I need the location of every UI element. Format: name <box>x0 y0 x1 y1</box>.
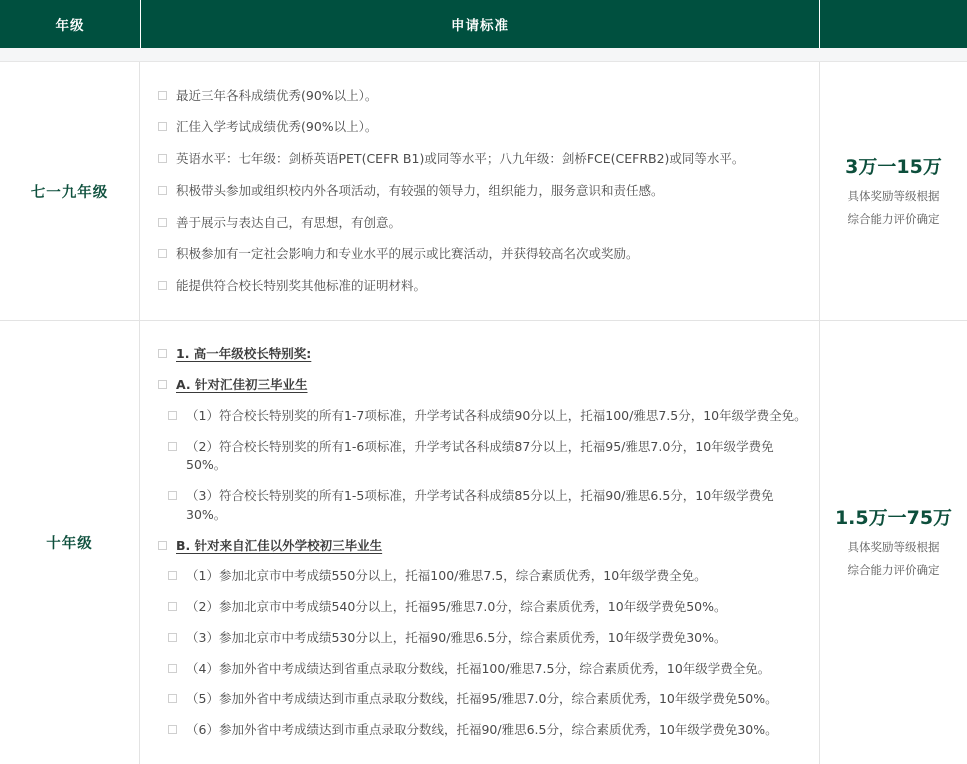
list-item-label: 积极带头参加或组织校内外各项活动，有较强的领导力，组织能力，服务意识和责任感。 <box>176 182 664 198</box>
list-item <box>168 623 807 654</box>
list-item <box>158 80 807 112</box>
column-header-award <box>820 0 967 48</box>
checkbox-icon[interactable] <box>158 154 167 163</box>
list-item-label: （3）参加北京市中考成绩530分以上，托福90/雅思6.5分，综合素质优秀，10年级学费免30%。 <box>186 629 727 645</box>
table-header-row <box>0 0 967 48</box>
list-item-label: 善于展示与表达自己，有思想，有创意。 <box>176 214 402 230</box>
list-item <box>158 271 807 303</box>
column-header-criteria: 申请标准 <box>140 0 820 48</box>
column-header-grade: 年级 <box>55 18 85 34</box>
list-item <box>168 561 807 592</box>
list-item-label: A. 针对汇佳初三毕业生 <box>176 377 308 392</box>
list-item-label: 英语水平：七年级：剑桥英语PET(CEFR B1)或同等水平；八九年级：剑桥FCE(CEFRB2)或同等水平。 <box>176 151 745 166</box>
list-item <box>158 175 807 207</box>
checkbox-icon[interactable] <box>158 218 167 227</box>
checkbox-icon[interactable] <box>158 186 167 195</box>
checkbox-icon[interactable] <box>158 349 167 358</box>
list-item <box>168 684 807 715</box>
criteria-list <box>150 80 807 302</box>
list-item <box>158 239 807 271</box>
table-spacer-band <box>0 48 967 62</box>
award-amount: 3万一15万 <box>845 155 942 178</box>
grade-cell <box>0 321 140 764</box>
checkbox-icon[interactable] <box>158 380 167 389</box>
checkbox-icon[interactable] <box>168 725 177 734</box>
grade-label: 七一九年级 <box>30 184 109 201</box>
checkbox-icon[interactable] <box>168 633 177 642</box>
award-note-line-1: 具体奖励等级根据 <box>847 540 940 554</box>
list-item-label: （4）参加外省中考成绩达到省重点录取分数线，托福100/雅思7.5分，综合素质优秀，10年级学费全免。 <box>186 660 771 676</box>
award-cell <box>820 62 967 320</box>
checkbox-icon[interactable] <box>168 664 177 673</box>
list-item <box>168 654 807 685</box>
award-note <box>848 536 940 582</box>
list-item <box>158 144 807 176</box>
checkbox-icon[interactable] <box>158 541 167 550</box>
list-item <box>168 481 807 531</box>
checkbox-icon[interactable] <box>158 249 167 258</box>
grade-cell <box>0 62 140 320</box>
list-item-label: 1. 高一年级校长特别奖: <box>176 346 312 362</box>
list-item-label: 积极参加有一定社会影响力和专业水平的展示或比赛活动，并获得较高名次或奖励。 <box>176 246 639 262</box>
list-item-label: B. 针对来自汇佳以外学校初三毕业生 <box>176 537 383 553</box>
award-note-line-2: 综合能力评价确定 <box>847 563 940 577</box>
list-item-label: （2）参加北京市中考成绩540分以上，托福95/雅思7.0分，综合素质优秀，10年级学费免50%。 <box>186 599 727 614</box>
list-item <box>168 401 807 432</box>
checkbox-icon[interactable] <box>168 411 177 420</box>
list-item-label: （1）符合校长特别奖的所有1-7项标准，升学考试各科成绩90分以上，托福100/雅思7.5分，10年级学费全免。 <box>186 407 807 423</box>
checkbox-icon[interactable] <box>158 91 167 100</box>
grade-label: 十年级 <box>46 536 93 552</box>
checkbox-icon[interactable] <box>168 491 177 500</box>
list-item-label: （3）符合校长特别奖的所有1-5项标准，升学考试各科成绩85分以上，托福90/雅思6.5分，10年级学费免30%。 <box>186 488 774 522</box>
list-item <box>168 592 807 623</box>
list-item <box>168 432 807 482</box>
checkbox-icon[interactable] <box>168 442 177 451</box>
award-note-line-1: 具体奖励等级根据 <box>847 188 940 203</box>
criteria-list <box>150 339 807 746</box>
list-item-heading <box>158 370 807 401</box>
checkbox-icon[interactable] <box>158 122 167 131</box>
list-item-label: （5）参加外省中考成绩达到市重点录取分数线，托福95/雅思7.0分，综合素质优秀，10年级学费免50%。 <box>186 691 778 707</box>
table-row <box>0 62 967 320</box>
list-item-label: （2）符合校长特别奖的所有1-6项标准，升学考试各科成绩87分以上，托福95/雅思7.0分，10年级学费免50%。 <box>186 438 774 473</box>
award-note-line-2: 综合能力评价确定 <box>847 211 940 226</box>
list-item-label: 最近三年各科成绩优秀(90%以上）。 <box>176 87 378 103</box>
criteria-cell <box>140 62 820 320</box>
list-item-label: （6）参加外省中考成绩达到市重点录取分数线，托福90/雅思6.5分，综合素质优秀，10年级学费免30%。 <box>186 722 778 737</box>
checkbox-icon[interactable] <box>168 571 177 580</box>
table-row <box>0 320 967 764</box>
award-amount: 1.5万一75万 <box>834 507 953 529</box>
award-note <box>848 185 940 231</box>
list-item <box>168 715 807 746</box>
checkbox-icon[interactable] <box>168 602 177 611</box>
criteria-cell <box>140 321 820 764</box>
list-item-heading <box>158 339 807 370</box>
list-item <box>158 207 807 239</box>
list-item-label: 能提供符合校长特别奖其他标准的证明材料。 <box>176 278 427 293</box>
table-body <box>0 62 967 764</box>
list-item-label: （1）参加北京市中考成绩550分以上，托福100/雅思7.5，综合素质优秀，10年级学费全免。 <box>186 568 707 584</box>
list-item <box>158 112 807 144</box>
checkbox-icon[interactable] <box>158 281 167 290</box>
list-item-label: 汇佳入学考试成绩优秀(90%以上）。 <box>176 119 378 135</box>
award-cell <box>820 321 967 764</box>
list-item-heading <box>158 531 807 562</box>
